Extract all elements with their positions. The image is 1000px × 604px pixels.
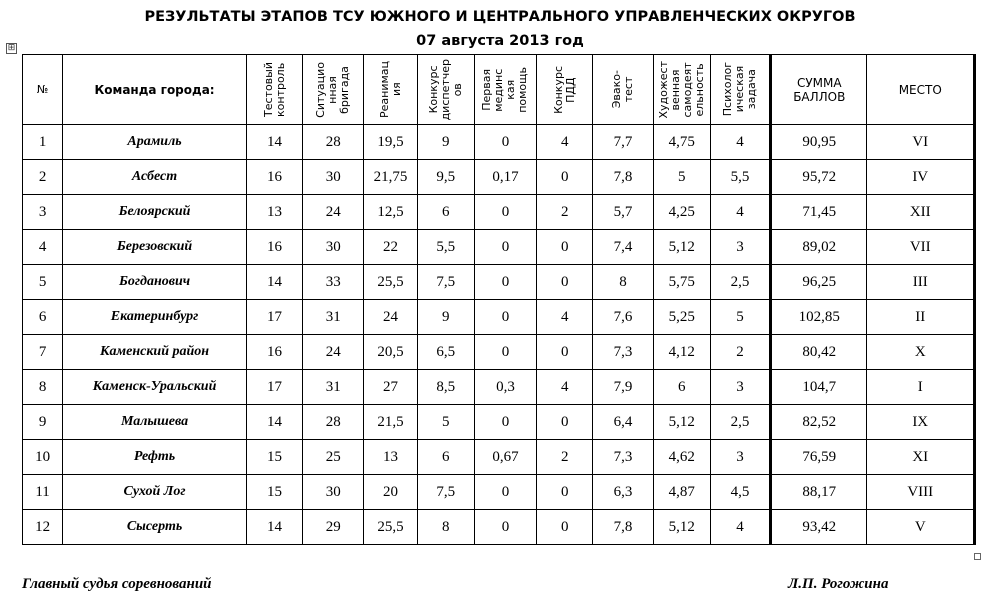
psych-task-score: 4 [710, 195, 770, 230]
header-traffic-contest-label: Конкурс ПДД [551, 65, 577, 114]
place-rank: VIII [867, 475, 975, 510]
art-performance-score: 5,12 [653, 230, 710, 265]
total-score: 71,45 [771, 195, 867, 230]
art-performance-score: 4,12 [653, 335, 710, 370]
psych-task-score: 2,5 [710, 405, 770, 440]
header-art-performance [653, 55, 710, 125]
first-aid-score: 0 [474, 405, 536, 440]
evac-test-score: 8 [593, 265, 653, 300]
psych-task-score: 5,5 [710, 160, 770, 195]
row-num: 6 [23, 300, 63, 335]
dispatcher-contest-score: 5,5 [417, 230, 474, 265]
dispatcher-contest-score: 8,5 [417, 370, 474, 405]
psych-task-score: 5 [710, 300, 770, 335]
total-score: 88,17 [771, 475, 867, 510]
reanimation-score: 25,5 [364, 510, 417, 545]
evac-test-score: 7,6 [593, 300, 653, 335]
reanimation-score: 24 [364, 300, 417, 335]
reanimation-score: 21,5 [364, 405, 417, 440]
traffic-contest-score: 4 [537, 125, 593, 160]
evac-test-score: 5,7 [593, 195, 653, 230]
table-row [23, 405, 975, 440]
place-rank: XI [867, 440, 975, 475]
evac-test-score: 7,7 [593, 125, 653, 160]
reanimation-score: 20 [364, 475, 417, 510]
situational-team-score: 25 [303, 440, 364, 475]
table-move-icon[interactable]: ⊞ [7, 43, 16, 53]
psych-task-score: 3 [710, 230, 770, 265]
art-performance-score: 5 [653, 160, 710, 195]
header-test-control-label: Тестовый контроль [261, 62, 287, 117]
art-performance-score: 5,12 [653, 510, 710, 545]
traffic-contest-score: 0 [537, 265, 593, 300]
psych-task-score: 4 [710, 510, 770, 545]
dispatcher-contest-score: 6 [417, 440, 474, 475]
team-name: Березовский [63, 230, 247, 265]
first-aid-score: 0 [474, 195, 536, 230]
place-rank: V [867, 510, 975, 545]
place-rank: VI [867, 125, 975, 160]
table-resize-handle[interactable] [974, 553, 981, 560]
place-rank: IV [867, 160, 975, 195]
test-control-score: 15 [246, 475, 302, 510]
traffic-contest-score: 0 [537, 475, 593, 510]
header-situational-team-label: Ситуацио нная бригада [314, 61, 352, 118]
traffic-contest-score: 0 [537, 230, 593, 265]
header-psych-task [710, 55, 770, 125]
header-first-aid [474, 55, 536, 125]
header-dispatcher-contest [417, 55, 474, 125]
place-rank: VII [867, 230, 975, 265]
row-num: 9 [23, 405, 63, 440]
place-rank: II [867, 300, 975, 335]
test-control-score: 15 [246, 440, 302, 475]
table-row [23, 335, 975, 370]
row-num: 8 [23, 370, 63, 405]
total-score: 90,95 [771, 125, 867, 160]
situational-team-score: 28 [303, 405, 364, 440]
header-num: № [23, 55, 63, 125]
results-table [22, 54, 976, 545]
traffic-contest-score: 0 [537, 335, 593, 370]
header-art-performance-label: Художест венная самодеят ельность [656, 60, 706, 119]
header-first-aid-label: Первая мединс кая помощь [480, 66, 530, 113]
evac-test-score: 7,8 [593, 510, 653, 545]
team-name: Арамиль [63, 125, 247, 160]
traffic-contest-score: 0 [537, 510, 593, 545]
dispatcher-contest-score: 7,5 [417, 265, 474, 300]
total-score: 93,42 [771, 510, 867, 545]
table-row [23, 230, 975, 265]
test-control-score: 14 [246, 510, 302, 545]
team-name: Сысерть [63, 510, 247, 545]
situational-team-score: 30 [303, 475, 364, 510]
chief-judge-label: Главный судья соревнований [22, 576, 212, 592]
document-title: РЕЗУЛЬТАТЫ ЭТАПОВ ТСУ ЮЖНОГО И ЦЕНТРАЛЬНОГО УПРАВЛЕНЧЕСКИХ ОКРУГОВ [144, 9, 856, 25]
header-dispatcher-contest-label: Конкурс диспетчер ов [426, 58, 464, 121]
chief-judge-name: Л.П. Рогожина [788, 576, 889, 592]
dispatcher-contest-score: 8 [417, 510, 474, 545]
total-score: 82,52 [771, 405, 867, 440]
test-control-score: 14 [246, 405, 302, 440]
first-aid-score: 0 [474, 265, 536, 300]
total-score: 104,7 [771, 370, 867, 405]
header-reanimation-label: Реанимац ия [377, 60, 403, 118]
test-control-score: 14 [246, 125, 302, 160]
row-num: 12 [23, 510, 63, 545]
dispatcher-contest-score: 5 [417, 405, 474, 440]
team-name: Каменск-Уральский [63, 370, 247, 405]
header-evac-test [593, 55, 653, 125]
test-control-score: 13 [246, 195, 302, 230]
team-name: Белоярский [63, 195, 247, 230]
art-performance-score: 5,75 [653, 265, 710, 300]
row-num: 1 [23, 125, 63, 160]
psych-task-score: 3 [710, 370, 770, 405]
header-total-label: СУММА БАЛЛОВ [793, 75, 846, 104]
first-aid-score: 0 [474, 230, 536, 265]
table-row [23, 370, 975, 405]
reanimation-score: 25,5 [364, 265, 417, 300]
situational-team-score: 31 [303, 370, 364, 405]
place-rank: XII [867, 195, 975, 230]
dispatcher-contest-score: 7,5 [417, 475, 474, 510]
team-name: Каменский район [63, 335, 247, 370]
table-row [23, 125, 975, 160]
row-num: 3 [23, 195, 63, 230]
evac-test-score: 7,9 [593, 370, 653, 405]
header-total [771, 55, 867, 125]
table-row [23, 265, 975, 300]
situational-team-score: 33 [303, 265, 364, 300]
total-score: 80,42 [771, 335, 867, 370]
place-rank: IX [867, 405, 975, 440]
psych-task-score: 3 [710, 440, 770, 475]
art-performance-score: 4,62 [653, 440, 710, 475]
test-control-score: 17 [246, 370, 302, 405]
place-rank: III [867, 265, 975, 300]
evac-test-score: 7,8 [593, 160, 653, 195]
evac-test-score: 7,3 [593, 335, 653, 370]
psych-task-score: 4 [710, 125, 770, 160]
total-score: 95,72 [771, 160, 867, 195]
header-situational-team [303, 55, 364, 125]
reanimation-score: 19,5 [364, 125, 417, 160]
table-row [23, 195, 975, 230]
team-name: Богданович [63, 265, 247, 300]
art-performance-score: 6 [653, 370, 710, 405]
reanimation-score: 27 [364, 370, 417, 405]
first-aid-score: 0,67 [474, 440, 536, 475]
first-aid-score: 0 [474, 510, 536, 545]
test-control-score: 16 [246, 230, 302, 265]
art-performance-score: 5,12 [653, 405, 710, 440]
place-rank: I [867, 370, 975, 405]
test-control-score: 16 [246, 335, 302, 370]
dispatcher-contest-score: 9 [417, 125, 474, 160]
dispatcher-contest-score: 6,5 [417, 335, 474, 370]
team-name: Сухой Лог [63, 475, 247, 510]
team-name: Екатеринбург [63, 300, 247, 335]
first-aid-score: 0 [474, 300, 536, 335]
traffic-contest-score: 0 [537, 160, 593, 195]
row-num: 7 [23, 335, 63, 370]
header-evac-test-label: Эвако- тест [609, 70, 635, 109]
reanimation-score: 20,5 [364, 335, 417, 370]
first-aid-score: 0 [474, 335, 536, 370]
header-test-control [246, 55, 302, 125]
dispatcher-contest-score: 6 [417, 195, 474, 230]
first-aid-score: 0,17 [474, 160, 536, 195]
header-place: МЕСТО [867, 55, 975, 125]
first-aid-score: 0 [474, 125, 536, 160]
traffic-contest-score: 2 [537, 195, 593, 230]
psych-task-score: 4,5 [710, 475, 770, 510]
traffic-contest-score: 4 [537, 300, 593, 335]
art-performance-score: 4,25 [653, 195, 710, 230]
test-control-score: 16 [246, 160, 302, 195]
reanimation-score: 22 [364, 230, 417, 265]
first-aid-score: 0,3 [474, 370, 536, 405]
total-score: 89,02 [771, 230, 867, 265]
reanimation-score: 13 [364, 440, 417, 475]
table-row [23, 475, 975, 510]
situational-team-score: 30 [303, 160, 364, 195]
team-name: Малышева [63, 405, 247, 440]
situational-team-score: 30 [303, 230, 364, 265]
row-num: 10 [23, 440, 63, 475]
table-row [23, 300, 975, 335]
reanimation-score: 12,5 [364, 195, 417, 230]
row-num: 11 [23, 475, 63, 510]
dispatcher-contest-score: 9,5 [417, 160, 474, 195]
art-performance-score: 4,87 [653, 475, 710, 510]
place-rank: X [867, 335, 975, 370]
header-row [23, 55, 975, 125]
traffic-contest-score: 0 [537, 405, 593, 440]
art-performance-score: 5,25 [653, 300, 710, 335]
evac-test-score: 6,4 [593, 405, 653, 440]
header-reanimation [364, 55, 417, 125]
row-num: 4 [23, 230, 63, 265]
situational-team-score: 29 [303, 510, 364, 545]
first-aid-score: 0 [474, 475, 536, 510]
total-score: 76,59 [771, 440, 867, 475]
evac-test-score: 6,3 [593, 475, 653, 510]
header-psych-task-label: Психолог ическая задача [720, 62, 758, 117]
test-control-score: 17 [246, 300, 302, 335]
situational-team-score: 31 [303, 300, 364, 335]
situational-team-score: 28 [303, 125, 364, 160]
traffic-contest-score: 2 [537, 440, 593, 475]
team-name: Рефть [63, 440, 247, 475]
psych-task-score: 2,5 [710, 265, 770, 300]
situational-team-score: 24 [303, 195, 364, 230]
reanimation-score: 21,75 [364, 160, 417, 195]
traffic-contest-score: 4 [537, 370, 593, 405]
evac-test-score: 7,3 [593, 440, 653, 475]
dispatcher-contest-score: 9 [417, 300, 474, 335]
table-row [23, 160, 975, 195]
table-row [23, 510, 975, 545]
document-date: 07 августа 2013 год [416, 33, 584, 49]
evac-test-score: 7,4 [593, 230, 653, 265]
team-name: Асбест [63, 160, 247, 195]
art-performance-score: 4,75 [653, 125, 710, 160]
total-score: 102,85 [771, 300, 867, 335]
situational-team-score: 24 [303, 335, 364, 370]
row-num: 5 [23, 265, 63, 300]
table-row [23, 440, 975, 475]
header-traffic-contest [537, 55, 593, 125]
test-control-score: 14 [246, 265, 302, 300]
total-score: 96,25 [771, 265, 867, 300]
psych-task-score: 2 [710, 335, 770, 370]
header-team: Команда города: [63, 55, 247, 125]
row-num: 2 [23, 160, 63, 195]
